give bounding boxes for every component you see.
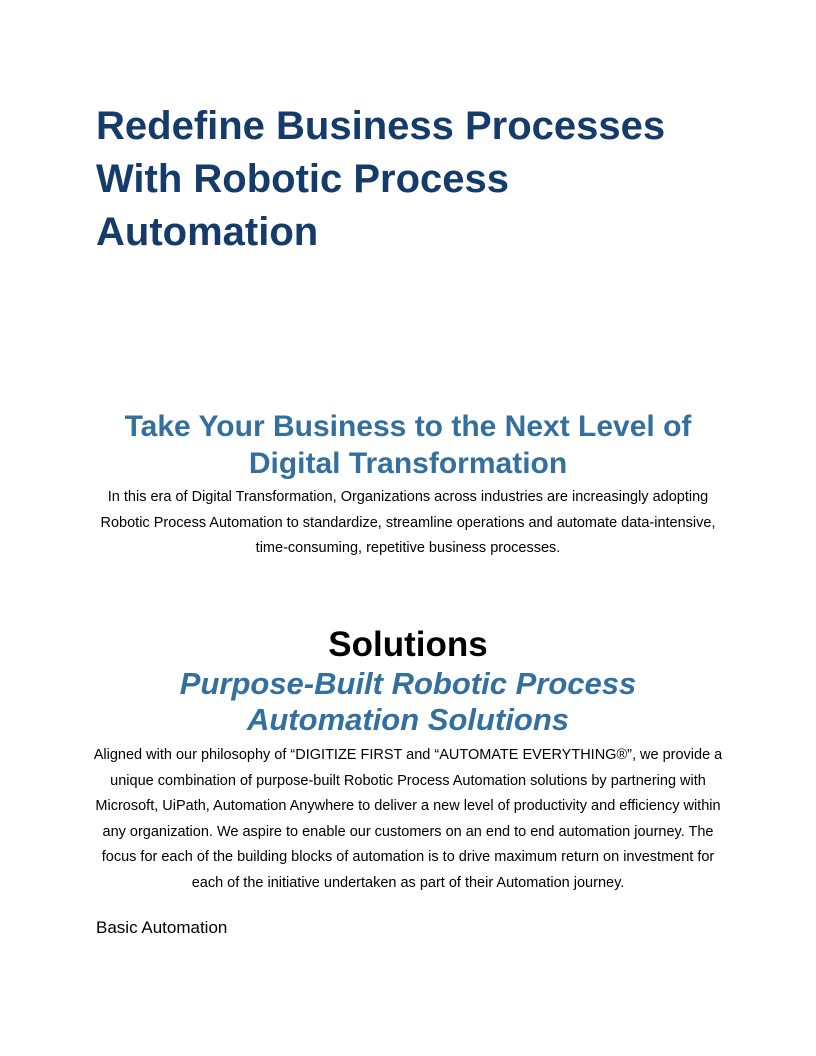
solutions-paragraph: Aligned with our philosophy of “DIGITIZE FIRST and “AUTOMATE EVERYTHING®”, we provide a unique combination of purpose-built Robotic Process Automation solutions by partnering with Microsoft, UiPath, Automation Anywhere to deliver a new level of productivity and efficiency within any organization. We aspire to enable our customers on an end to end automation journey. The focus for each of the building blocks of automation is to drive maximum return on investment for each of the initiative undertaken as part of their Automation journey.	[93, 747, 723, 891]
basic-automation-label: Basic Automation	[96, 918, 228, 937]
transformation-paragraph: In this era of Digital Transformation, Organizations across industries are increasingly adopting Robotic Process Automation to standardize, streamline operations and automate data-intensive, time-consuming, repetitive business processes.	[100, 489, 716, 556]
transformation-heading: Take Your Business to the Next Level of Digital Transformation	[124, 410, 692, 480]
page-title: Redefine Business Processes With Robotic Process Automation	[96, 104, 666, 254]
solutions-heading: Solutions	[328, 625, 488, 664]
solutions-subheading: Purpose-Built Robotic Process Automation Solutions	[179, 666, 637, 737]
